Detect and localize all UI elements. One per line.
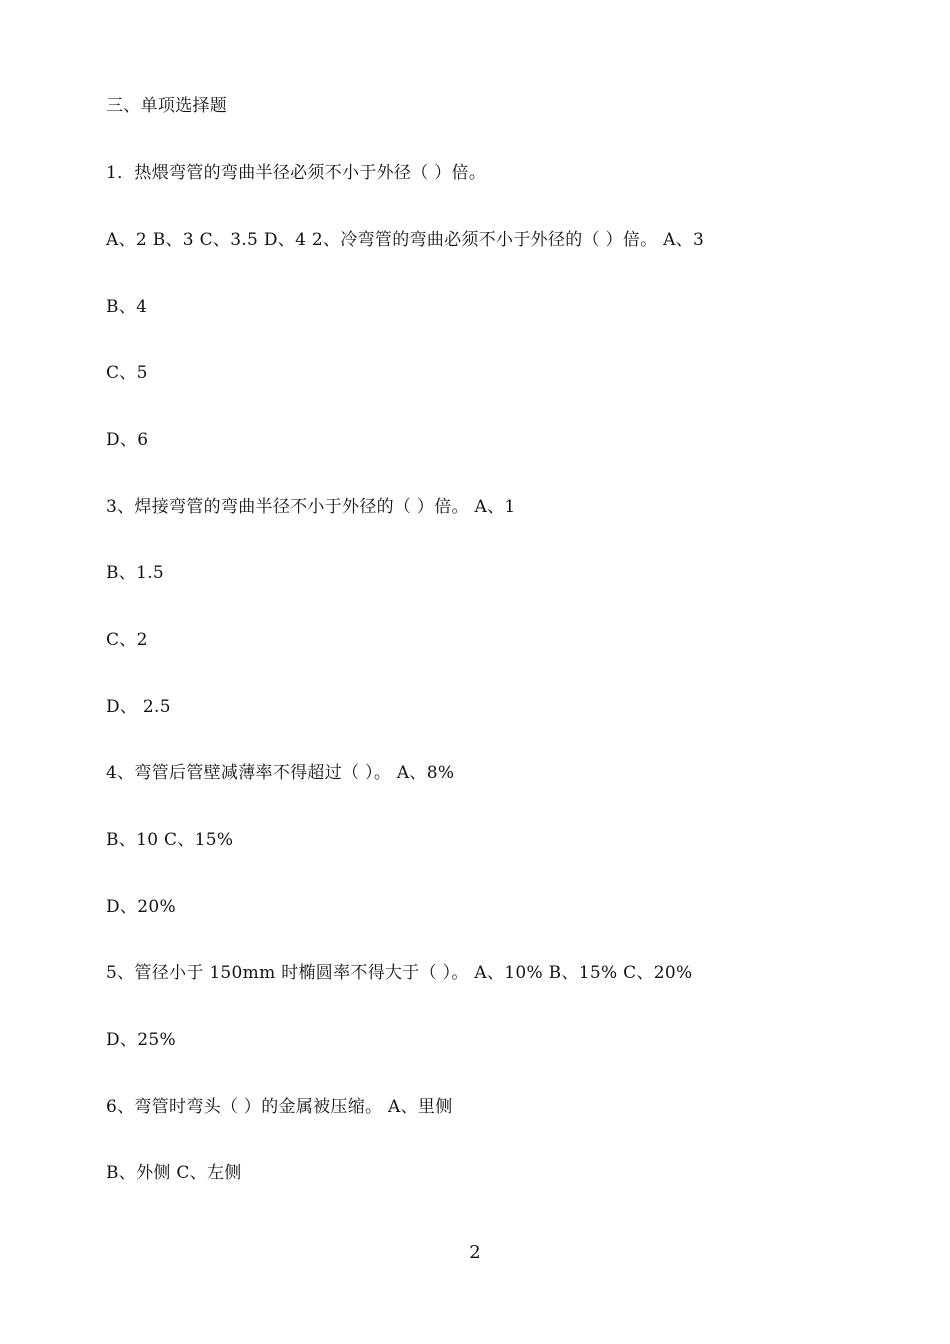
page-number: 2 — [469, 1242, 481, 1263]
question-2-option-b: B、4 — [106, 297, 148, 317]
question-4-options-b-c: B、10 C、15% — [106, 830, 234, 850]
question-2-option-c: C、5 — [106, 363, 148, 383]
section-title: 三、单项选择题 — [106, 96, 228, 116]
question-4-option-d: D、20% — [106, 897, 176, 917]
question-5-option-d: D、25% — [106, 1030, 176, 1050]
question-1-stem: 1．热煨弯管的弯曲半径必须不小于外径（ ）倍。 — [106, 163, 487, 183]
question-3-option-b: B、1.5 — [106, 563, 165, 583]
question-6-stem: 6、弯管时弯头（ ）的金属被压缩。 A、里侧 — [106, 1097, 453, 1117]
question-3-option-c: C、2 — [106, 630, 148, 650]
question-3-option-d: D、 2.5 — [106, 697, 171, 717]
question-3-stem: 3、焊接弯管的弯曲半径不小于外径的（ ）倍。 A、1 — [106, 497, 516, 517]
question-2-option-d: D、6 — [106, 430, 149, 450]
question-6-options-b-c: B、外侧 C、左侧 — [106, 1163, 242, 1183]
question-5-stem: 5、管径小于 150mm 时椭圆率不得大于（ ）。 A、10% B、15% C、20% — [106, 963, 693, 983]
question-1-options-and-question-2-stem: A、2 B、3 C、3.5 D、4 2、冷弯管的弯曲必须不小于外径的（ ）倍。 A、3 — [106, 230, 705, 250]
question-4-stem: 4、弯管后管壁减薄率不得超过（ ）。 A、8% — [106, 763, 455, 783]
